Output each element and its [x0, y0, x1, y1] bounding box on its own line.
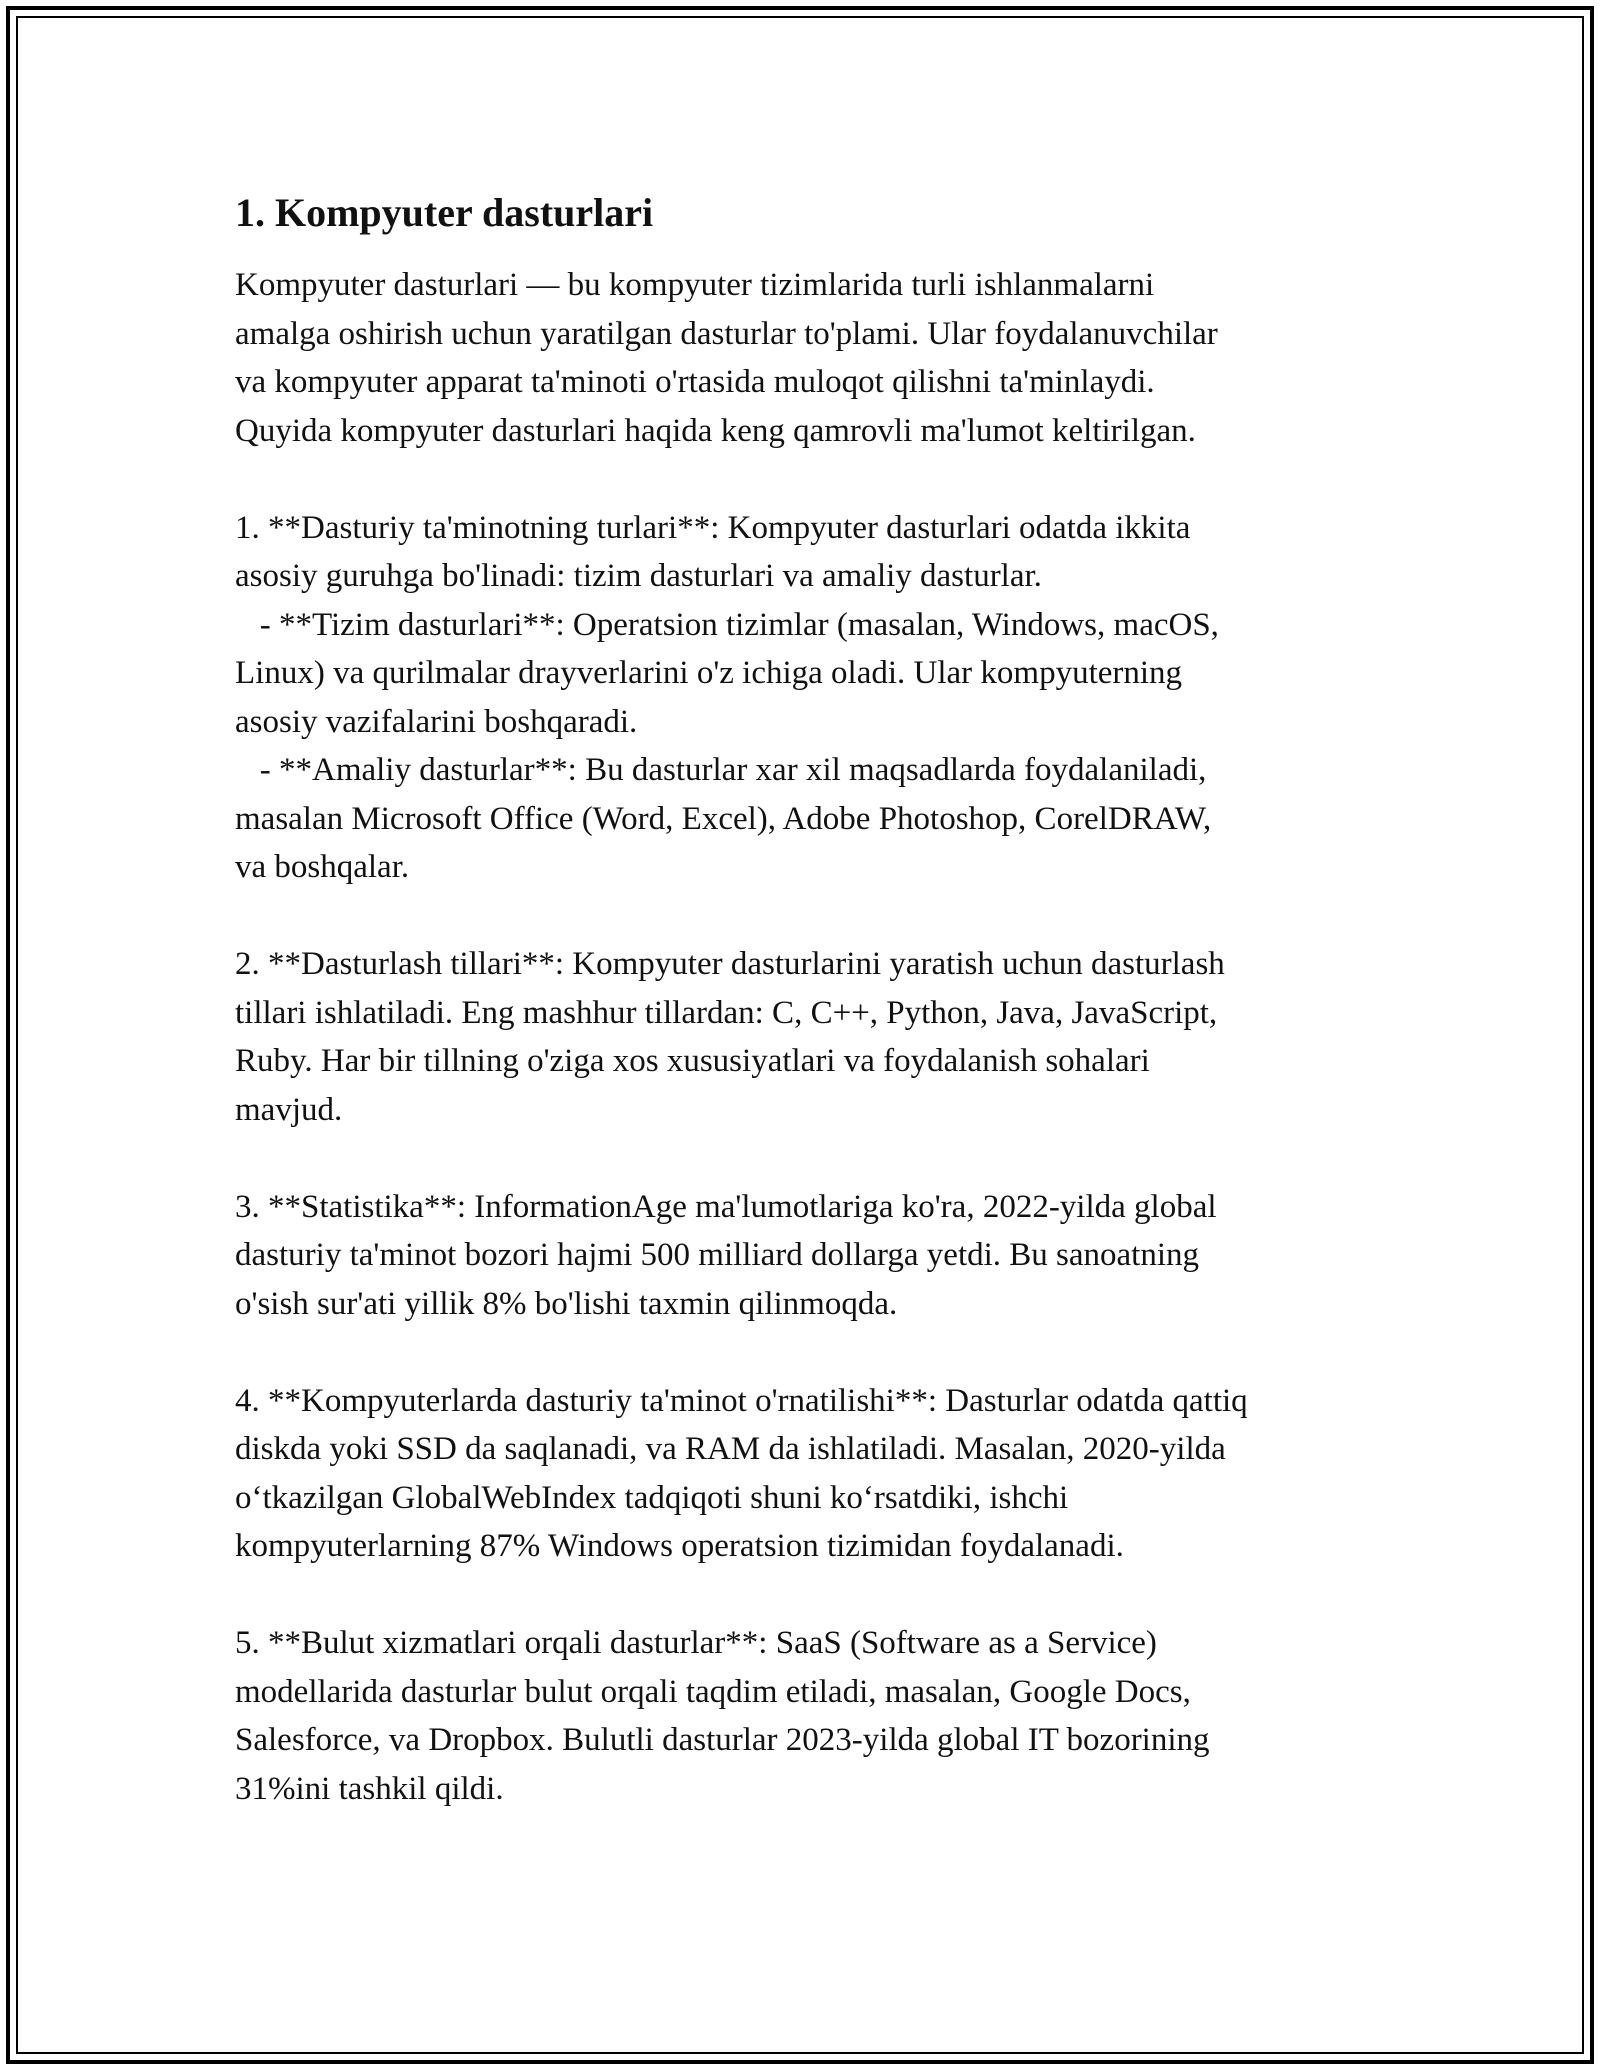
document-content: [235, 185, 1385, 1813]
document-title: 1. Kompyuter dasturlari: [235, 190, 654, 235]
document-body: Kompyuter dasturlari — bu kompyuter tizimlarida turli ishlanmalarni amalga oshirish uchun yaratilgan dasturlar to'plami. Ular foydalanuvchilar va kompyuter apparat ta'minoti o'rtasida muloqot qilishni ta'minlaydi. Quyida kompyuter dasturlari haqida keng qamrovli ma'lumot keltirilgan. 1. **Dasturiy ta'minotning turlari**: Kompyuter dasturlari odatda ikkita asosiy guruhga bo'linadi: tizim dasturlari va amaliy dasturlar. - **Tizim dasturlari**: Operatsion tizimlar (masalan, Windows, macOS, Linux) va qurilmalar drayverlarini o'z ichiga oladi. Ular kompyuterning asosiy vazifalarini boshqaradi. - **Amaliy dasturlar**: Bu dasturlar xar xil maqsadlarda foydalaniladi, masalan Microsoft Office (Word, Excel), Adobe Photoshop, CorelDRAW, va boshqalar. 2. **Dasturlash tillari**: Kompyuter dasturlarini yaratish uchun dasturlash tillari ishlatiladi. Eng mashhur tillardan: C, C++, Python, Java, JavaScript, Ruby. Har bir tillning o'ziga xos xususiyatlari va foydalanish sohalari mavjud. 3. **Statistika**: InformationAge ma'lumotlariga ko'ra, 2022-yilda global dasturiy ta'minot bozori hajmi 500 milliard dollarga yetdi. Bu sanoatning o'sish sur'ati yillik 8% bo'lishi taxmin qilinmoqda. 4. **Kompyuterlarda dasturiy ta'minot o'rnatilishi**: Dasturlar odatda qattiq diskda yoki SSD da saqlanadi, va RAM da ishlatiladi. Masalan, 2020-yilda o‘tkazilgan GlobalWebIndex tadqiqoti shuni ko‘rsatdiki, ishchi kompyuterlarning 87% Windows operatsion tizimidan foydalanadi. 5. **Bulut xizmatlari orqali dasturlar**: SaaS (Software as a Service) modellarida dasturlar bulut orqali taqdim etiladi, masalan, Google Docs, Salesforce, va Dropbox. Bulutli dasturlar 2023-yilda global IT bozorining 31%ini tashkil qildi.: [235, 267, 1248, 1807]
